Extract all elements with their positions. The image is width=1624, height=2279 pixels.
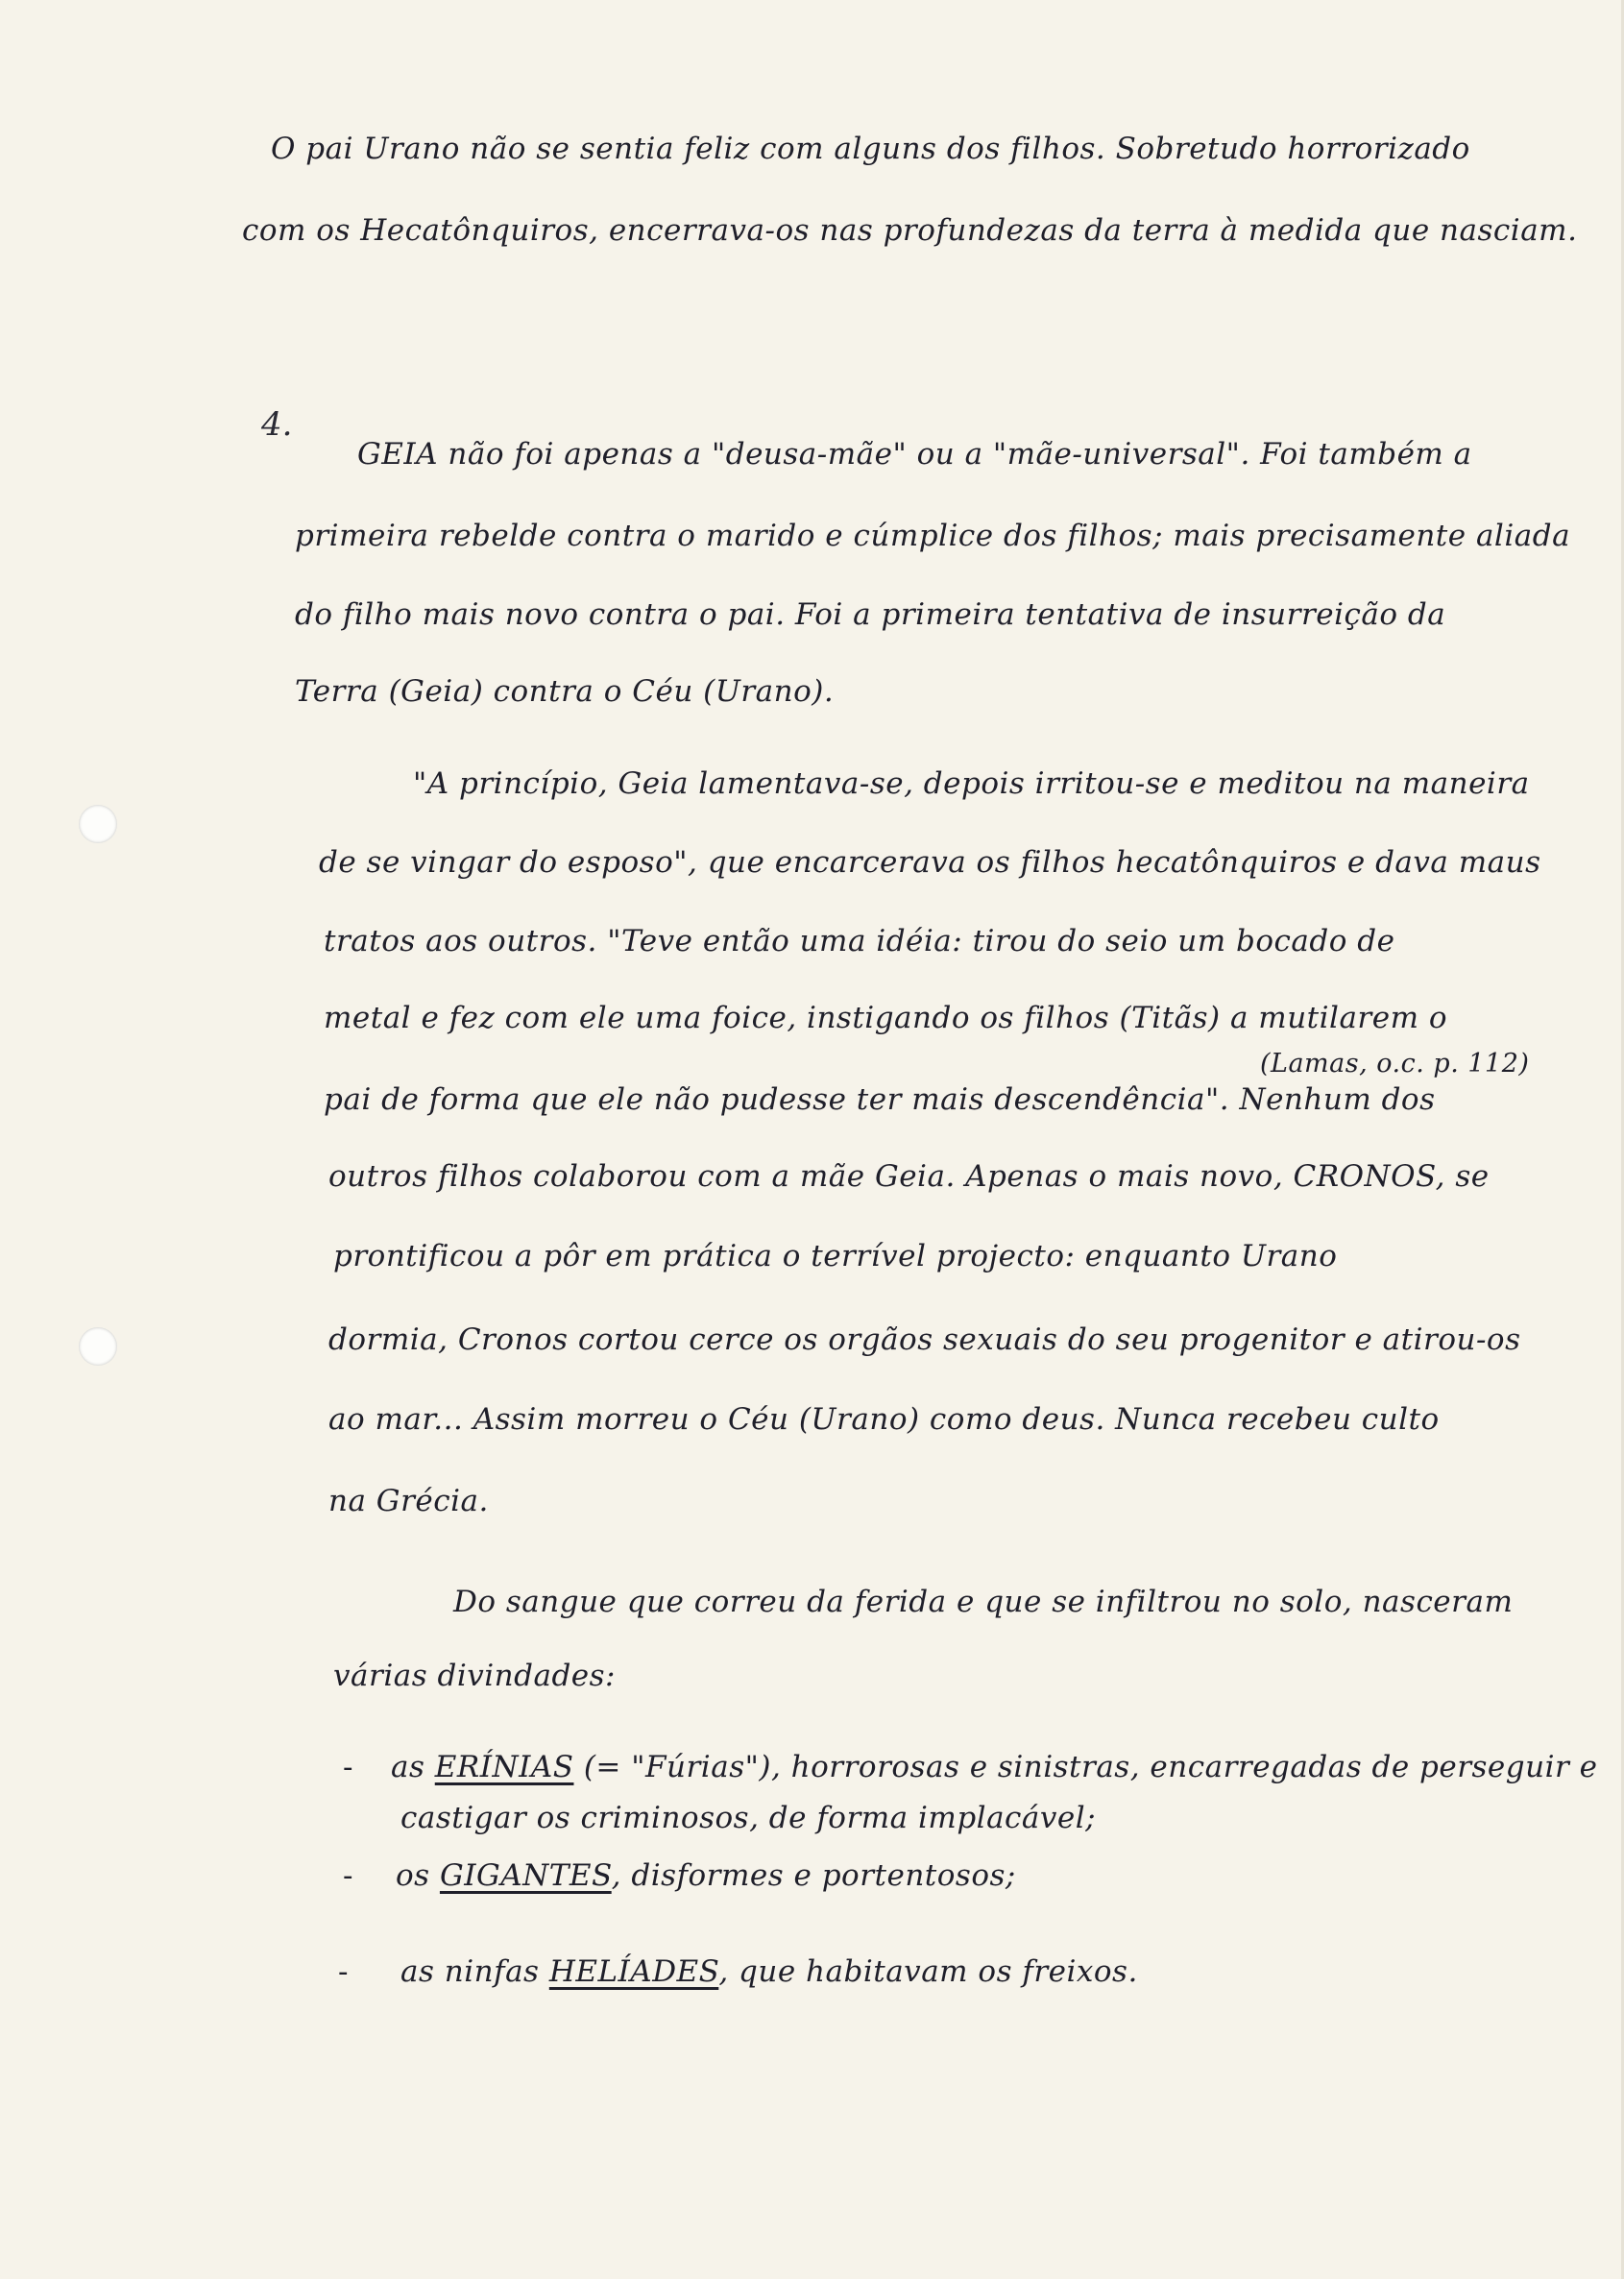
list-item-text: (= "Fúrias"), horrorosas e sinistras, encarregadas de perseguir e [573, 1750, 1598, 1784]
list-dash: - [338, 1954, 349, 1989]
p4-line-2: várias divindades: [333, 1659, 616, 1693]
list-item-continuation: castigar os criminosos, de forma implacável; [400, 1801, 1097, 1835]
p3-line-7: prontificou a pôr em prática o terrível projecto: enquanto Urano [333, 1239, 1338, 1273]
p3-line-6: outros filhos colaborou com a mãe Geia. Apenas o mais novo, CRONOS, se [328, 1159, 1490, 1194]
margin-number: 4. [261, 405, 293, 444]
punch-hole-top [79, 805, 117, 843]
divinity-name: HELÍADES [548, 1954, 719, 1989]
list-dash: - [343, 1858, 353, 1893]
p3-line-2: de se vingar do esposo", que encarcerava os filhos hecatônquiros e dava maus [319, 845, 1541, 880]
list-item-text: , disformes e portentosos; [611, 1858, 1016, 1893]
p2-line-2: primeira rebelde contra o marido e cúmplice dos filhos; mais precisamente aliada [295, 519, 1571, 553]
divinity-name: ERÍNIAS [434, 1750, 574, 1784]
p2-line-3: do filho mais novo contra o pai. Foi a primeira tentativa de insurreição da [295, 597, 1446, 632]
p2-line-1: GEIA não foi apenas a "deusa-mãe" ou a "mãe-universal". Foi também a [357, 437, 1472, 472]
p3-line-1: "A princípio, Geia lamentava-se, depois irritou-se e meditou na maneira [413, 766, 1530, 801]
p3-line-4: metal e fez com ele uma foice, instigando os filhos (Titãs) a mutilarem o [324, 1001, 1448, 1035]
p3-line-3: tratos aos outros. "Teve então uma idéia: tirou do seio um bocado de [324, 924, 1395, 958]
list-item-prefix: as ninfas [400, 1954, 549, 1989]
list-item-text: , que habitavam os freixos. [718, 1954, 1138, 1989]
divinity-name: GIGANTES [439, 1858, 612, 1893]
p2-line-4: Terra (Geia) contra o Céu (Urano). [295, 674, 835, 709]
p3-line-5: pai de forma que ele não pudesse ter mais descendência". Nenhum dos [324, 1082, 1436, 1117]
citation: (Lamas, o.c. p. 112) [1260, 1049, 1530, 1079]
p1-line-1: O pai Urano não se sentia feliz com alguns dos filhos. Sobretudo horrorizado [271, 132, 1470, 166]
list-dash: - [343, 1750, 353, 1784]
list-item-prefix: as [391, 1750, 435, 1784]
list-item-line [391, 1750, 1598, 1784]
p1-line-2: com os Hecatônquiros, encerrava-os nas profundezas da terra à medida que nasciam. [242, 213, 1578, 248]
p3-line-10: na Grécia. [328, 1484, 489, 1518]
list-item-line [400, 1954, 1138, 1989]
p3-line-9: ao mar... Assim morreu o Céu (Urano) como deus. Nunca recebeu culto [328, 1402, 1440, 1437]
p3-line-8: dormia, Cronos cortou cerce os orgãos sexuais do seu progenitor e atirou-os [328, 1322, 1521, 1357]
list-item-line [396, 1858, 1016, 1893]
list-item-prefix: os [396, 1858, 440, 1893]
p4-line-1: Do sangue que correu da ferida e que se infiltrou no solo, nasceram [453, 1585, 1514, 1619]
punch-hole-bottom [79, 1327, 117, 1366]
